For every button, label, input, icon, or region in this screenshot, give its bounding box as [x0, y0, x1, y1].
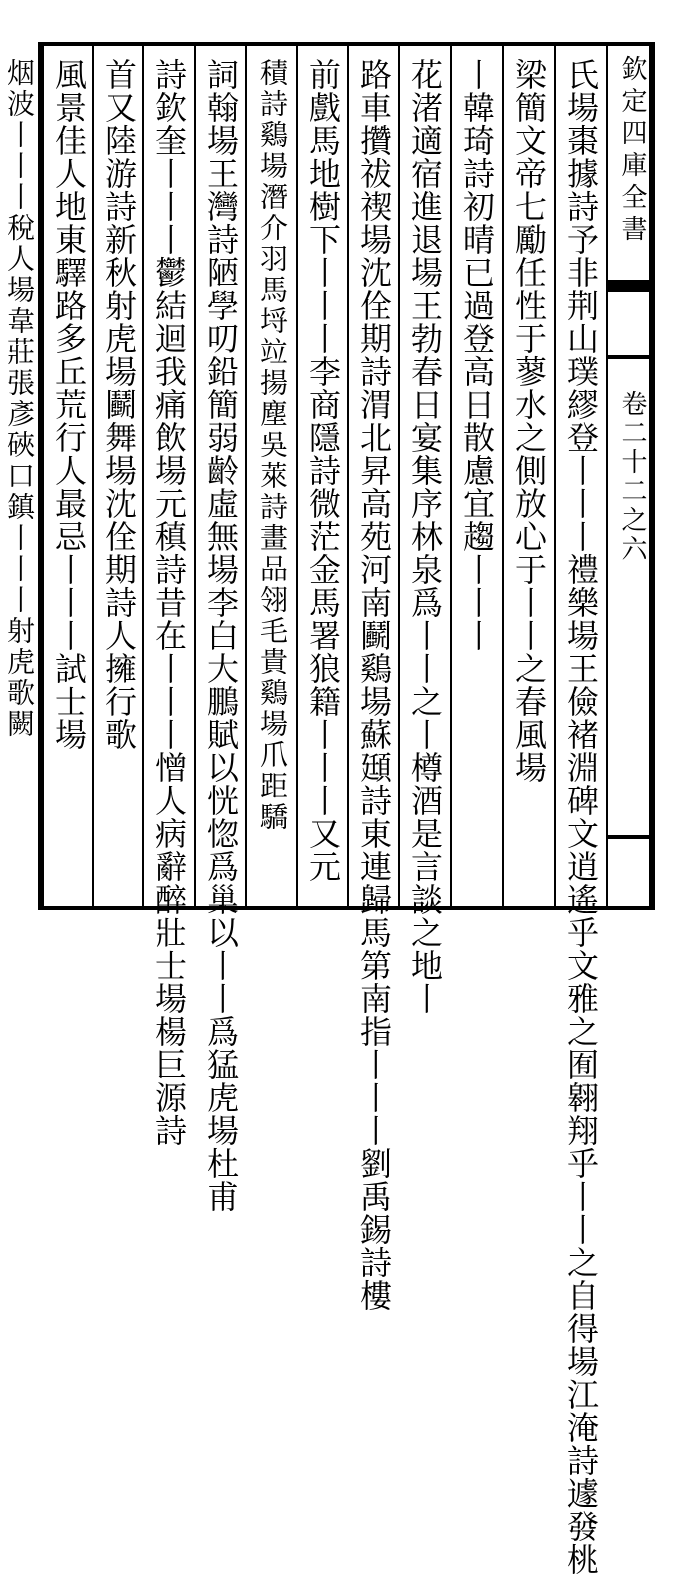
- margin-line: [608, 835, 655, 839]
- column-text: 烟波丨丨丨稅人場韋莊張彥硤口鎮丨丨丨射虎歌闕: [3, 58, 36, 740]
- text-column: [452, 58, 502, 896]
- text-column: [0, 58, 44, 896]
- column-text: 詞翰場王灣詩陋學叨鉛簡弱齡: [202, 58, 240, 487]
- column-text: 前戲馬地樹下丨丨丨李商隱詩微茫金馬署狼籍: [304, 58, 342, 718]
- column-text: 風景佳人地: [50, 58, 88, 223]
- column-text: 丨韓琦詩初晴已過登高日散慮宜趨丨丨丨: [458, 58, 496, 652]
- text-column: [247, 58, 297, 896]
- column-text: 痛飲場元稹詩昔在丨丨丨憎人病辭醉壯士場楊巨源詩: [150, 388, 188, 1147]
- text-column: [400, 58, 450, 1015]
- column-text: 氏場棗據詩予非荆山璞繆登丨丨丨: [562, 58, 600, 553]
- text-column: [349, 58, 399, 1312]
- text-column: [44, 58, 94, 896]
- column-text: 梁簡文帝七勵任性于蓼水之側放心于丨丨之: [510, 58, 548, 685]
- column-text: 丨丨丨又元: [304, 718, 342, 883]
- column-text: 路車攢祓禊場沈佺期詩渭北昇高苑河南: [355, 58, 393, 619]
- column-text: 詩欽奎丨丨丨鬱結迴我: [150, 58, 188, 388]
- page-margin: [608, 55, 655, 895]
- text-column: [196, 58, 246, 1213]
- text-column: [556, 58, 606, 1576]
- text-column: [144, 58, 194, 1147]
- column-text: 虛無場李白大鵬賦以恍惚爲巢以丨丨爲猛虎場杜甫: [202, 487, 240, 1213]
- column-text: 東驛路多丘荒行人最忌丨丨丨試士場: [50, 223, 88, 751]
- column-text: 首又陸游詩新秋射虎場: [100, 58, 138, 388]
- text-column: [504, 58, 554, 896]
- column-text: 禮樂場王儉褚淵碑文逍遙乎文雅之囿翱翔乎丨丨之自得場江淹詩遽發桃: [562, 553, 600, 1576]
- volume-number: 卷二十二之六: [617, 390, 647, 564]
- column-text: 春風場: [510, 685, 548, 784]
- column-text: 之丨樽酒是言談之地丨: [406, 685, 444, 1015]
- column-text: 積詩鷄場潛介羽馬埒竝揚塵吳萊詩畫品翎毛貴鷄場爪距驕: [256, 58, 289, 833]
- fishtail-mark: [608, 280, 655, 292]
- column-text: 鬬舞場沈佺期詩人擁行歌: [100, 388, 138, 751]
- text-column: [298, 58, 348, 896]
- text-column: [94, 58, 144, 896]
- book-title: 欽定四庫全書: [617, 55, 647, 247]
- column-text: 花渚適宿進退場王勃春日宴集序林泉爲丨丨: [406, 58, 444, 685]
- margin-line: [608, 355, 655, 359]
- column-text: 鬬鷄場蘇頲詩東連歸馬第南指丨丨丨劉禹錫詩樓: [355, 619, 393, 1312]
